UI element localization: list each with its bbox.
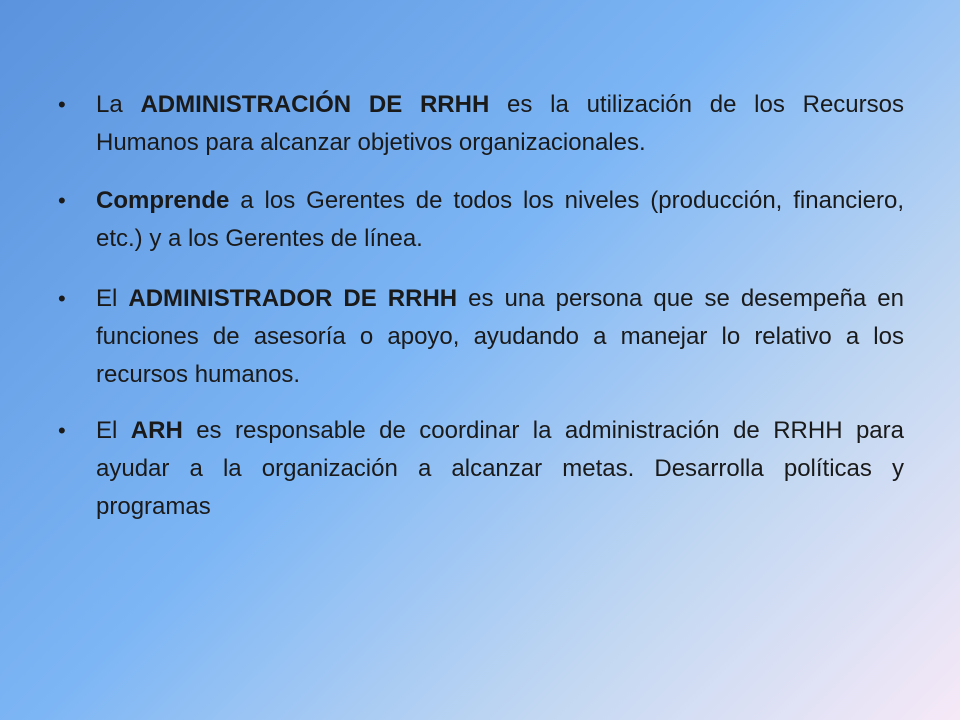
bold-term: ADMINISTRADOR DE RRHH xyxy=(128,285,458,312)
bold-term: ARH xyxy=(130,417,183,444)
bold-term: Comprende xyxy=(96,187,230,214)
bullet-item-comprende xyxy=(56,182,904,258)
text-segment: es la utilización de los Recursos Humanos para alcanzar objetivos organizacionales. xyxy=(96,91,904,156)
text-segment: es responsable de coordinar la administración de RRHH para ayudar a la organización a alcanzar metas. Desarrolla políticas y programas xyxy=(96,417,904,520)
bullet-dot-icon: • xyxy=(58,188,66,213)
bullet-item-arh xyxy=(56,412,904,526)
bullet-dot-icon: • xyxy=(58,92,66,117)
text-segment: El xyxy=(96,285,129,312)
bold-term: ADMINISTRACIÓN DE RRHH xyxy=(140,91,490,118)
text-segment: La xyxy=(96,91,141,118)
bullet-list xyxy=(56,86,904,546)
text-segment: es una persona que se desempeña en funciones de asesoría o apoyo, ayudando a manejar lo relativo a los recursos humanos. xyxy=(96,285,904,388)
bullet-item-administrador xyxy=(56,280,904,394)
bullet-dot-icon: • xyxy=(58,286,66,311)
text-segment: El xyxy=(96,417,131,444)
text-segment: a los Gerentes de todos los niveles (producción, financiero, etc.) y a los Gerentes de línea. xyxy=(96,187,904,252)
bullet-item-administracion xyxy=(56,86,904,162)
bullet-dot-icon: • xyxy=(58,418,66,443)
